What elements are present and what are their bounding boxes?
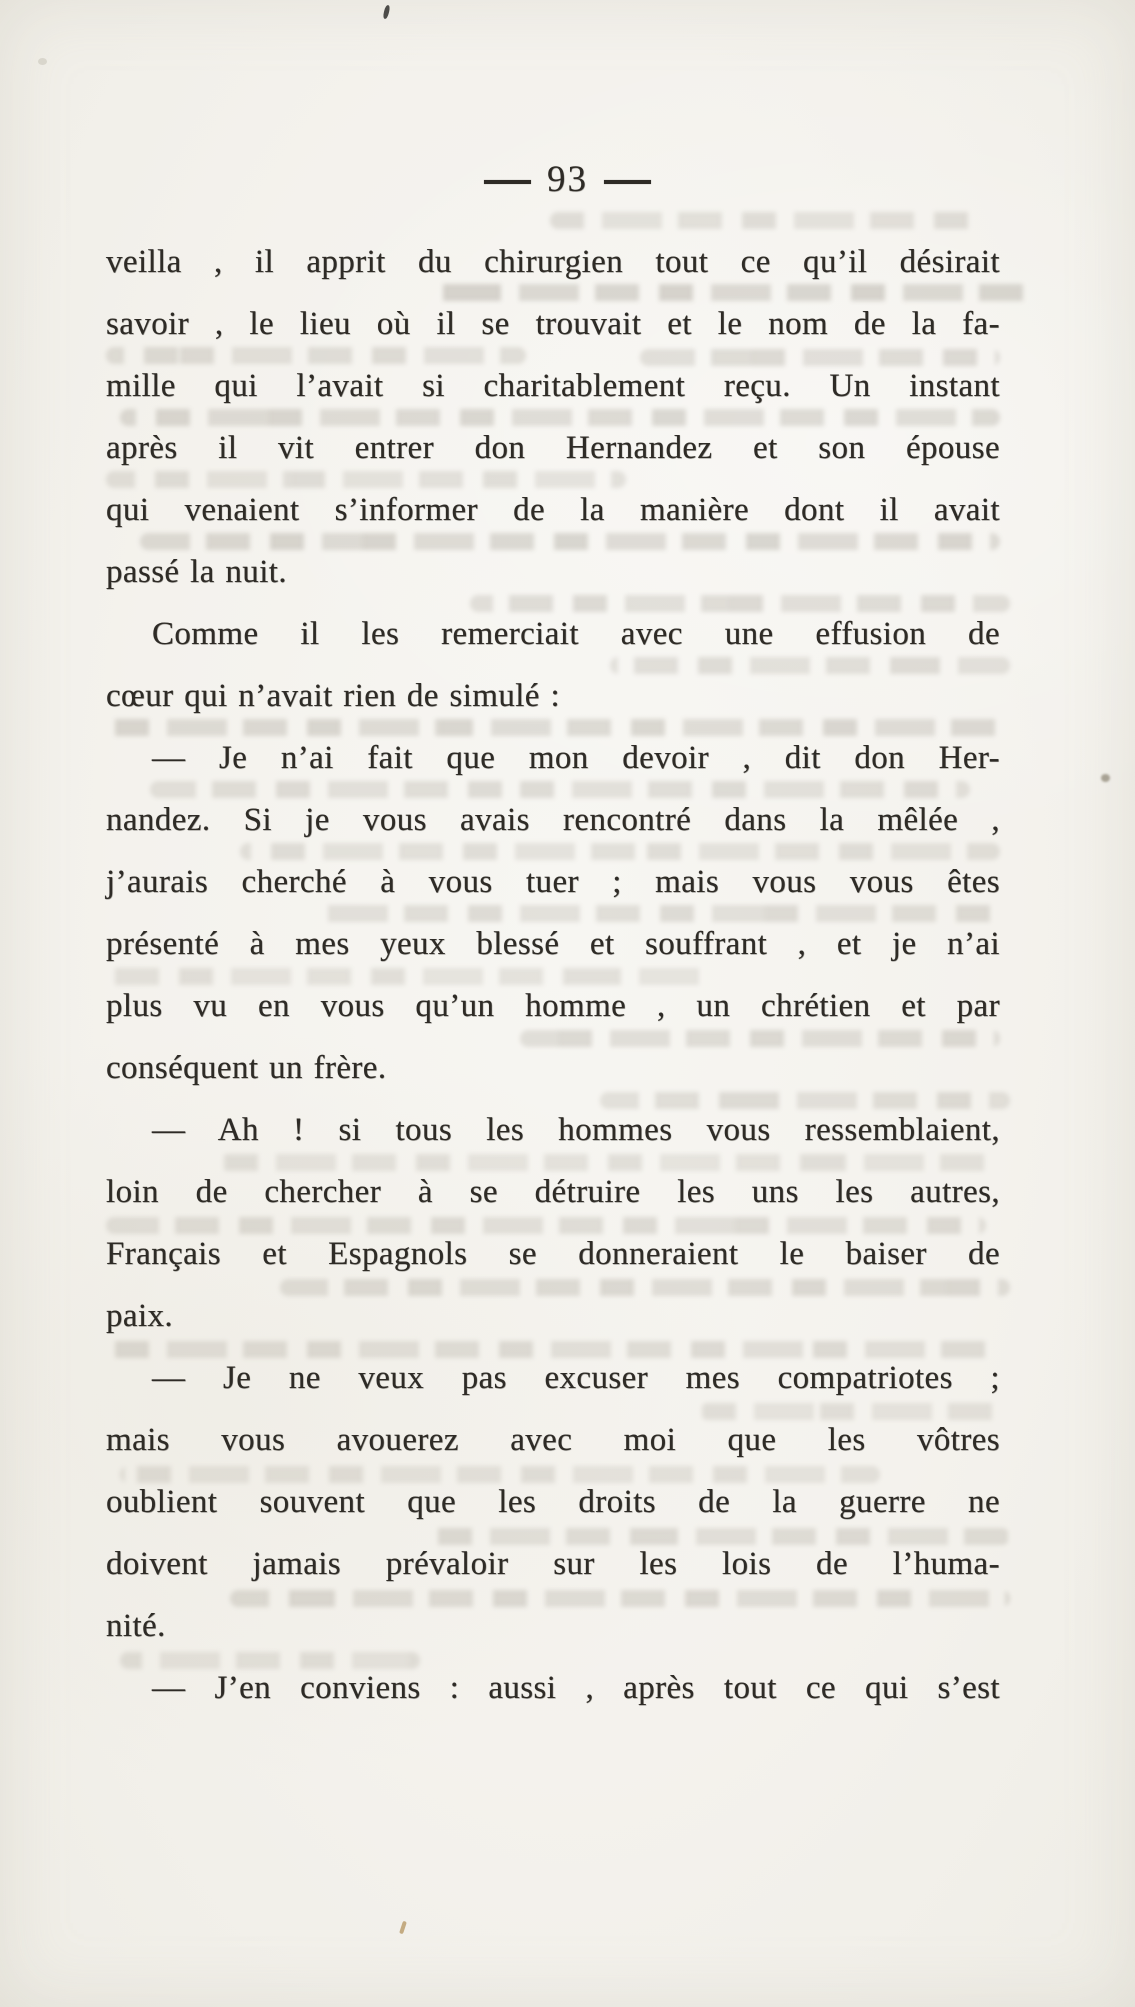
ink-speck (1101, 774, 1110, 782)
text-line: j’aurais cherché à vous tuer ; mais vous vous êtes (106, 864, 1000, 900)
text-line: qui venaient s’informer de la manière dont il avait (106, 492, 1000, 528)
bleedthrough-ghost (220, 1154, 1000, 1171)
bleedthrough-ghost (700, 1403, 1010, 1420)
bleedthrough-ghost (110, 1341, 1000, 1358)
text-line: mais vous avouerez avec moi que les vôtres (106, 1422, 1000, 1458)
text-line: mille qui l’avait si charitablement reçu. Un instant (106, 368, 1000, 404)
text-line: — J’en conviens : aussi , après tout ce qui s’est (152, 1670, 1000, 1706)
bleedthrough-ghost (106, 968, 706, 985)
bleedthrough-ghost (470, 595, 1010, 612)
bleedthrough-ghost (150, 781, 970, 798)
header-dash-left (484, 180, 531, 184)
bleedthrough-ghost (120, 409, 1000, 426)
page-number-header (0, 160, 1135, 204)
ink-speck (38, 58, 47, 65)
bleedthrough-ghost (120, 1466, 880, 1483)
bleedthrough-ghost (120, 1652, 420, 1669)
bleedthrough-ghost (140, 533, 1000, 550)
bleedthrough-ghost (106, 1217, 986, 1234)
bleedthrough-ghost (320, 905, 1000, 922)
text-line: doivent jamais prévaloir sur les lois de l’huma- (106, 1546, 1000, 1582)
text-line: savoir , le lieu où il se trouvait et le nom de la fa- (106, 306, 1000, 342)
bleedthrough-ghost (550, 212, 980, 229)
bleedthrough-ghost (430, 284, 1030, 301)
bleedthrough-ghost (106, 347, 526, 364)
bleedthrough-ghost (240, 843, 1000, 860)
bleedthrough-ghost (420, 1528, 1010, 1545)
text-line: plus vu en vous qu’un homme , un chrétien et par (106, 988, 1000, 1024)
bleedthrough-ghost (610, 657, 1010, 674)
ink-speck (399, 1921, 407, 1935)
bleedthrough-ghost (640, 349, 1000, 366)
bleedthrough-ghost (106, 719, 1006, 736)
ink-speck (382, 5, 390, 20)
bleedthrough-ghost (520, 1030, 1000, 1047)
text-line: paix. (106, 1298, 174, 1334)
header-dash-right (604, 180, 651, 184)
text-line: — Ah ! si tous les hommes vous ressemblaient, (152, 1112, 1000, 1148)
bleedthrough-ghost (230, 1590, 1010, 1607)
text-line: cœur qui n’avait rien de simulé : (106, 678, 561, 714)
text-line: nandez. Si je vous avais rencontré dans la mêlée , (106, 802, 1000, 838)
text-line: nité. (106, 1608, 166, 1644)
text-line: oublient souvent que les droits de la guerre ne (106, 1484, 1000, 1520)
text-line: veilla , il apprit du chirurgien tout ce qu’il désirait (106, 244, 1000, 280)
text-line: conséquent un frère. (106, 1050, 387, 1086)
text-line: Comme il les remerciait avec une effusion de (152, 616, 1000, 652)
text-line: passé la nuit. (106, 554, 287, 590)
text-line: loin de chercher à se détruire les uns les autres, (106, 1174, 1000, 1210)
text-line: — Je n’ai fait que mon devoir , dit don Her- (152, 740, 1000, 776)
text-line: — Je ne veux pas excuser mes compatriotes ; (152, 1360, 1000, 1396)
text-line: après il vit entrer don Hernandez et son épouse (106, 430, 1000, 466)
text-line: Français et Espagnols se donneraient le baiser de (106, 1236, 1000, 1272)
bleedthrough-ghost (280, 1279, 1010, 1296)
bleedthrough-ghost (600, 1092, 1010, 1109)
text-line: présenté à mes yeux blessé et souffrant , et je n’ai (106, 926, 1000, 962)
bleedthrough-ghost (106, 471, 626, 488)
page-number: 93 (547, 159, 588, 200)
